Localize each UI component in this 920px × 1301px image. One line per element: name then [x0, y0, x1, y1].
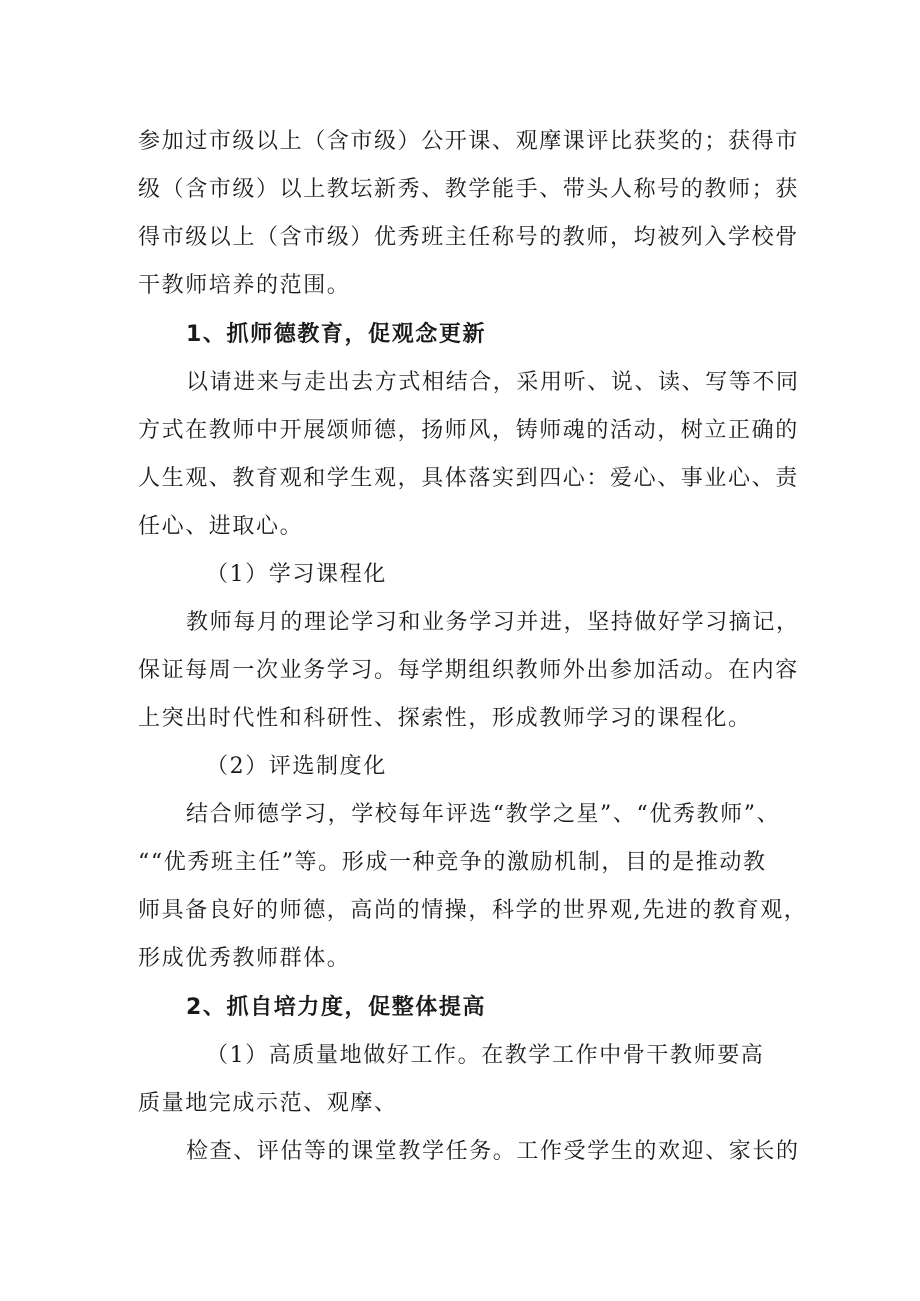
paragraph-line: 参加过市级以上（含市级）公开课、观摩课评比获奖的；获得市	[138, 129, 799, 154]
paragraph-line: 保证每周一次业务学习。每学期组织教师外出参加活动。在内容	[138, 658, 799, 683]
paragraph-line: 干教师培养的范围。	[138, 273, 351, 298]
paragraph-line: 师具备良好的师德，高尚的情操，科学的世界观,先进的教育观，	[138, 898, 808, 923]
paragraph-line: 教师每月的理论学习和业务学习并进，坚持做好学习摘记，	[186, 610, 800, 635]
section-heading-2: 2、抓自培力度，促整体提高	[186, 995, 487, 1020]
paragraph-line: 任心、进取心。	[138, 514, 304, 539]
paragraph-line: 上突出时代性和科研性、探索性，形成教师学习的课程化。	[138, 706, 752, 731]
paragraph-line: 结合师德学习，学校每年评选“教学之星”、“优秀教师”、	[186, 802, 781, 827]
paragraph-line: 以请进来与走出去方式相结合，采用听、说、读、写等不同	[186, 370, 800, 395]
paragraph-line: 方式在教师中开展颂师德，扬师风，铸师魂的活动，树立正确的	[138, 418, 799, 443]
paragraph-line: 级（含市级）以上教坛新秀、教学能手、带头人称号的教师；获	[138, 177, 799, 202]
paragraph-line: （1）高质量地做好工作。在教学工作中骨干教师要高	[206, 1043, 765, 1068]
paragraph-line: 得市级以上（含市级）优秀班主任称号的教师，均被列入学校骨	[138, 225, 799, 250]
paragraph-line: 形成优秀教师群体。	[138, 946, 351, 971]
paragraph-line: 检查、评估等的课堂教学任务。工作受学生的欢迎、家长的	[186, 1139, 800, 1164]
paragraph-line: 人生观、教育观和学生观，具体落实到四心：爱心、事业心、责	[138, 466, 799, 491]
subsection-heading-2: （2）评选制度化	[206, 754, 387, 779]
subsection-heading-1: （1）学习课程化	[206, 562, 387, 587]
paragraph-line: ““优秀班主任”等。形成一种竞争的激励机制，目的是推动教	[138, 850, 767, 875]
paragraph-line: 质量地完成示范、观摩、	[138, 1091, 398, 1116]
section-heading-1: 1、抓师德教育，促观念更新	[186, 322, 487, 347]
